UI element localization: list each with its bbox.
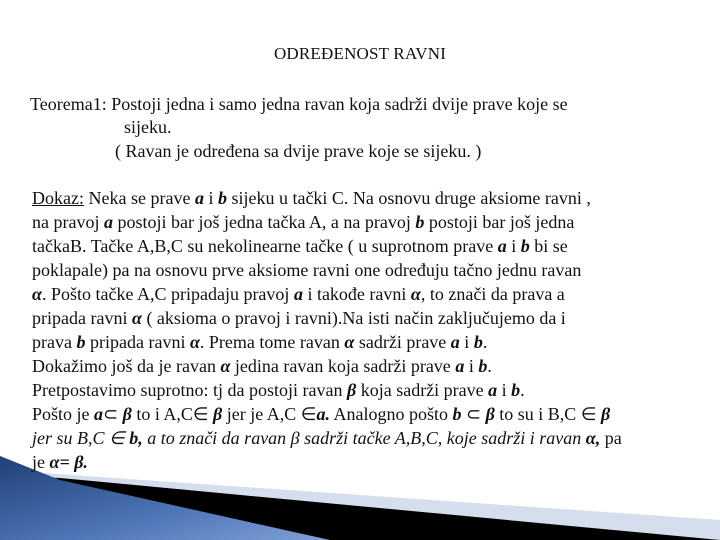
math-symbol: b — [76, 332, 86, 352]
text-segment: Analogno pošto — [329, 404, 453, 424]
math-symbol: a — [94, 404, 104, 424]
text-segment: prava — [32, 332, 77, 352]
proof-line — [32, 283, 565, 305]
text-segment: ( aksioma o pravoj i ravni).Na isti način zaključujemo da i — [141, 308, 566, 328]
theorem-line — [30, 93, 568, 115]
text-segment: Dokažimo još da je ravan — [32, 356, 221, 376]
proof-line — [32, 355, 492, 377]
math-symbol: β — [122, 404, 132, 424]
text-segment: sijeku u tački C. Na osnovu druge aksiome ravni , — [226, 188, 591, 208]
math-symbol: β — [601, 404, 611, 424]
math-symbol: a — [450, 332, 460, 352]
text-segment: to su i B,C ∈ — [494, 404, 601, 424]
proof-line — [32, 211, 574, 233]
text-segment: ⊂ — [461, 404, 486, 424]
math-symbol: β — [346, 380, 357, 400]
text-segment: i — [459, 332, 474, 352]
text-segment: sadrži prave — [354, 332, 451, 352]
text-segment: to i A,C∈ — [131, 404, 214, 424]
text-segment: . — [487, 356, 492, 376]
math-symbol: b — [452, 404, 462, 424]
math-symbol: β — [213, 404, 223, 424]
theorem-line — [124, 116, 172, 138]
text-segment: Dokaz: — [32, 188, 84, 208]
slide-title: ODREĐENOST RAVNI — [273, 44, 447, 63]
text-segment: Pošto je — [32, 404, 95, 424]
proof-line — [32, 451, 88, 473]
math-symbol: b — [415, 212, 425, 232]
math-symbol: b — [511, 380, 521, 400]
math-symbol: α — [131, 308, 142, 328]
text-segment: jedina ravan koja sadrži prave — [230, 356, 456, 376]
text-segment: bi se — [529, 236, 568, 256]
text-segment: je — [32, 452, 50, 472]
text-segment: sijeku. — [124, 117, 172, 137]
math-symbol: a — [293, 284, 303, 304]
text-segment: i takođe ravni — [302, 284, 411, 304]
math-symbol: α — [220, 356, 231, 376]
text-segment: jer je A,C ∈ — [222, 404, 317, 424]
math-symbol: b — [473, 332, 483, 352]
math-symbol: b — [520, 236, 530, 256]
text-segment: ⊂ — [103, 404, 123, 424]
text-segment: ( Ravan je određena sa dvije prave koje se sijeku. ) — [115, 141, 482, 161]
math-symbol: α, — [585, 428, 601, 448]
math-symbol: α — [344, 332, 355, 352]
text-segment: poklapale) pa na osnovu prve aksiome ravni one određuju tačno jednu ravan — [32, 260, 582, 280]
math-symbol: a — [497, 236, 507, 256]
text-segment: . Prema tome ravan — [199, 332, 345, 352]
text-segment: koja sadrži prave — [356, 380, 489, 400]
text-segment: i — [464, 356, 479, 376]
proof-line — [32, 379, 525, 401]
text-segment: postoji bar još jedna tačka A, a na pravoj — [112, 212, 416, 232]
math-symbol: b, — [129, 428, 143, 448]
math-symbol: a — [194, 188, 204, 208]
text-segment: jer su B,C ∈ — [32, 428, 130, 448]
text-segment: na pravoj — [32, 212, 104, 232]
text-segment: postoji bar još jedna — [424, 212, 575, 232]
text-segment: Neka se prave — [83, 188, 195, 208]
math-symbol: a — [488, 380, 498, 400]
text-segment: i — [203, 188, 218, 208]
math-symbol: α — [410, 284, 421, 304]
text-segment: a to znači da ravan β sadrži tačke A,B,C, koje sadrži i ravan — [142, 428, 586, 448]
math-symbol: α — [32, 284, 42, 304]
math-symbol: α= β. — [49, 452, 88, 472]
proof-line — [32, 307, 566, 329]
proof-line — [32, 259, 581, 281]
theorem-line — [115, 140, 481, 162]
math-symbol: α — [189, 332, 200, 352]
text-segment: tačkaB. Tačke A,B,C su nekolinearne tačke ( u suprotnom prave — [32, 236, 498, 256]
math-symbol: b — [217, 188, 227, 208]
text-segment: i — [497, 380, 512, 400]
text-segment: pa — [600, 428, 622, 448]
text-segment: Teorema1: Postoji jedna i samo jedna ravan koja sadrži dvije prave koje se — [30, 94, 568, 114]
math-symbol: b — [478, 356, 488, 376]
math-symbol: β — [485, 404, 495, 424]
proof-line — [32, 187, 591, 209]
proof-line — [32, 235, 568, 257]
math-symbol: a — [455, 356, 465, 376]
text-segment: i — [506, 236, 521, 256]
text-segment: . — [482, 332, 488, 352]
proof-line — [32, 331, 487, 353]
text-segment: pripada ravni — [32, 308, 132, 328]
math-symbol: a — [103, 212, 113, 232]
text-segment: , to znači da prava a — [420, 284, 565, 304]
math-symbol: a. — [316, 404, 330, 424]
proof-line — [32, 427, 622, 449]
text-segment: Pretpostavimo suprotno: tj da postoji ravan — [32, 380, 347, 400]
text-segment: . Pošto tačke A,C pripadaju pravoj — [41, 284, 294, 304]
text-segment: pripada ravni — [85, 332, 190, 352]
text-segment: . — [520, 380, 525, 400]
proof-line — [32, 403, 610, 425]
